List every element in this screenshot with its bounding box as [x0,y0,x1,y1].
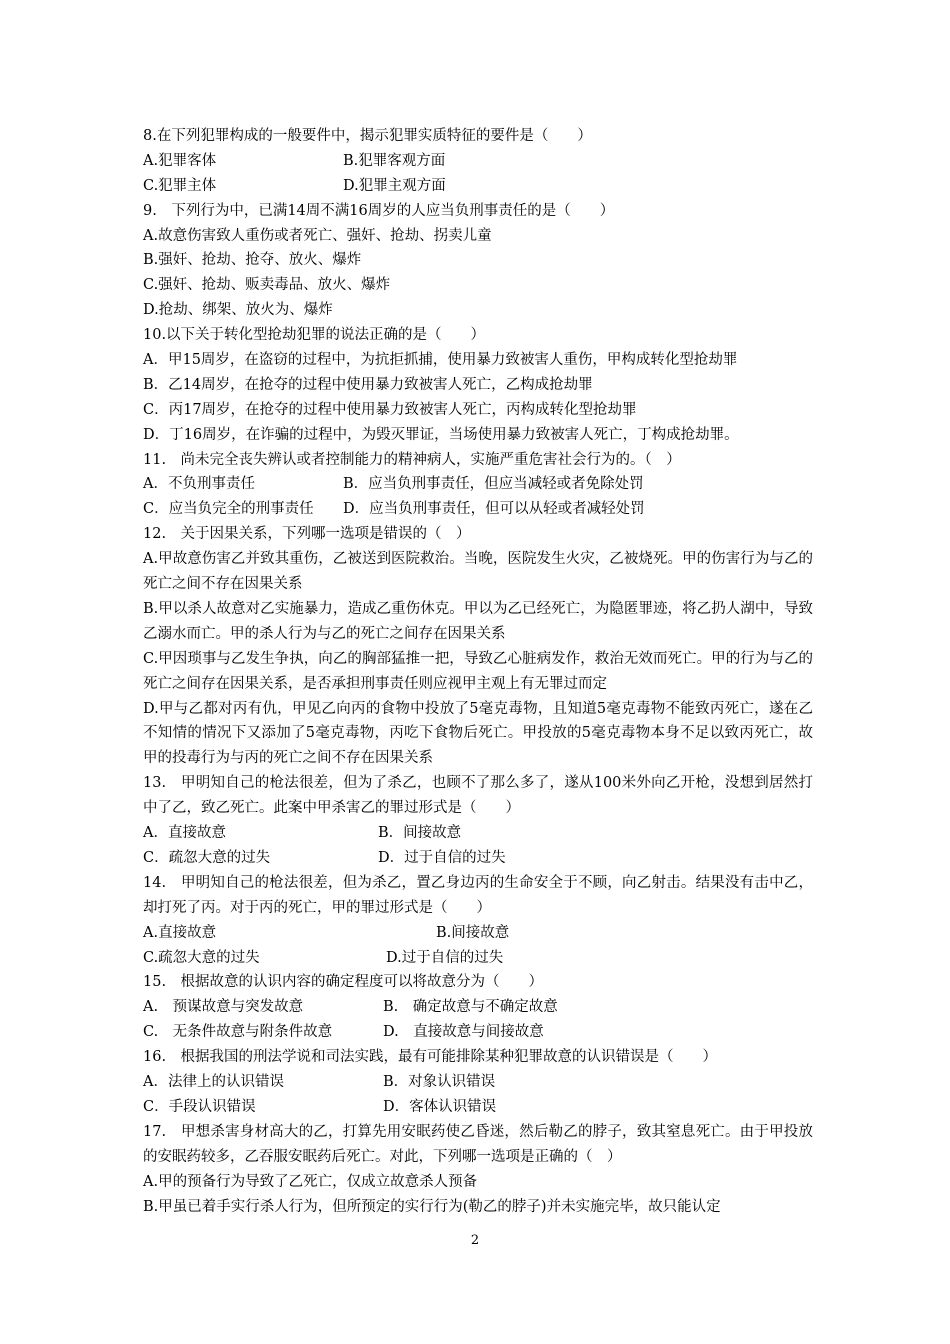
question-13-options-row-2 [143,846,813,871]
question-14-option-a: A.直接故意 [143,924,217,941]
question-13-option-b: B．间接故意 [378,825,462,842]
question-13-option-c: C．疏忽大意的过失 [143,850,271,866]
question-17-option-a: A.甲的预备行为导致了乙死亡，仅成立故意杀人预备 [143,1173,478,1190]
question-15-option-d: D. 直接故意与间接故意 [383,1024,544,1041]
document-body [143,124,813,1219]
question-8-options-row-1 [143,149,813,174]
question-8-stem: 8.在下列犯罪构成的一般要件中，揭示犯罪实质特征的要件是（ ） [143,128,592,144]
question-8-option-b: B.犯罪客观方面 [343,152,446,169]
question-12-option-c: C.甲因琐事与乙发生争执，向乙的胸部猛推一把，导致乙心脏病发作，救治无效而死亡。甲的行为与乙的死亡之间存在因果关系，是否承担刑事责任则应视甲主观上有无罪过而定 [143,650,813,692]
question-15-options-row-1 [143,995,813,1020]
question-11-option-d: D．应当负刑事责任，但可以从轻或者减轻处罚 [343,501,645,518]
question-16-options-row-2 [143,1095,813,1120]
question-15-option-b: B. 确定故意与不确定故意 [383,999,558,1016]
question-13-options-row-1 [143,821,813,846]
question-10-option-a: A．甲15周岁，在盗窃的过程中，为抗拒抓捕，使用暴力致被害人重伤，甲构成转化型抢劫罪 [143,352,738,369]
question-14-option-c: C.疏忽大意的过失 [143,949,260,966]
question-16-option-c: C．手段认识错误 [143,1098,256,1115]
question-12-stem: 12. 关于因果关系，下列哪一选项是错误的（ ） [143,526,471,543]
question-15-stem: 15. 根据故意的认识内容的确定程度可以将故意分为（ ） [143,974,544,991]
question-17-option-b: B.甲虽已着手实行杀人行为，但所预定的实行行为(勒乙的脖子)并未实施完毕，故只能认定 [143,1198,721,1215]
question-16-options-row-1 [143,1070,813,1095]
question-13-option-d: D．过于自信的过失 [378,850,506,866]
question-15-option-a: A. 预谋故意与突发故意 [143,999,304,1016]
question-11-stem: 11. 尚未完全丧失辨认或者控制能力的精神病人，实施严重危害社会行为的。（ ） [143,451,681,468]
question-8-option-d: D.犯罪主观方面 [343,177,446,194]
question-12-option-b: B.甲以杀人故意对乙实施暴力，造成乙重伤休克。甲以为乙已经死亡，为隐匿罪迹，将乙扔人湖中，导致乙溺水而亡。甲的杀人行为与乙的死亡之间存在因果关系 [143,600,813,642]
question-14-options-row-2 [143,946,813,971]
question-17-stem: 17. 甲想杀害身材高大的乙，打算先用安眠药使乙昏迷，然后勒乙的脖子，致其窒息死亡。由于甲投放的安眠药较多，乙吞服安眠药后死亡。对此，下列哪一选项是正确的（ ） [143,1123,813,1165]
question-12-option-d: D.甲与乙都对丙有仇，甲见乙向丙的食物中投放了5毫克毒物，且知道5毫克毒物不能致丙死亡，遂在乙不知情的情况下又添加了5毫克毒物，丙吃下食物后死亡。甲投放的5毫克毒物本身不足以致丙死亡，故甲的投毒行为与丙的死亡之间不存在因果关系 [143,700,813,767]
question-9-option-b: B.强奸、抢劫、抢夺、放火、爆炸 [143,252,362,269]
question-11-option-a: A．不负刑事责任 [143,476,255,493]
question-15-option-c: C. 无条件故意与附条件故意 [143,1024,333,1041]
question-8-options-row-2 [143,174,813,199]
question-11-option-b: B．应当负刑事责任，但应当减轻或者免除处罚 [343,476,644,493]
question-8-option-a: A.犯罪客体 [143,152,217,169]
question-12-option-a: A.甲故意伤害乙并致其重伤，乙被送到医院救治。当晚，医院发生火灾，乙被烧死。甲的伤害行为与乙的死亡之间不存在因果关系 [143,551,813,593]
question-11-options-row-1 [143,472,813,497]
question-9-option-a: A.故意伤害致人重伤或者死亡、强奸、抢劫、拐卖儿童 [143,227,492,244]
question-14-options-row-1 [143,921,813,946]
question-10-option-d: D．丁16周岁，在诈骗的过程中，为毁灭罪证，当场使用暴力致被害人死亡，丁构成抢劫罪。 [143,426,739,443]
question-8-option-c: C.犯罪主体 [143,177,217,194]
question-9-option-c: C.强奸、抢劫、贩卖毒品、放火、爆炸 [143,277,391,294]
question-16-option-d: D．客体认识错误 [383,1098,497,1115]
question-10-stem: 10.以下关于转化型抢劫犯罪的说法正确的是（ ） [143,327,486,344]
question-13-stem: 13. 甲明知自己的枪法很差，但为了杀乙，也顾不了那么多了，遂从100米外向乙开枪，没想到居然打中了乙，致乙死亡。此案中甲杀害乙的罪过形式是（ ） [143,775,813,817]
question-9-stem: 9. 下列行为中，已满14周不满16周岁的人应当负刑事责任的是（ ） [143,202,615,219]
question-14-option-b: B.间接故意 [436,924,510,941]
question-9-option-d: D.抢劫、绑架、放火为、爆炸 [143,302,333,319]
question-11-options-row-2 [143,497,813,522]
question-10-option-b: B．乙14周岁，在抢夺的过程中使用暴力致被害人死亡，乙构成抢劫罪 [143,376,593,393]
question-13-option-a: A．直接故意 [143,825,226,842]
question-16-option-a: A．法律上的认识错误 [143,1074,284,1091]
question-10-option-c: C．丙17周岁，在抢夺的过程中使用暴力致被害人死亡，丙构成转化型抢劫罪 [143,401,637,418]
page-number: 2 [470,1233,480,1248]
question-11-option-c: C．应当负完全的刑事责任 [143,501,314,518]
question-16-option-b: B．对象认识错误 [383,1074,496,1091]
question-14-stem: 14. 甲明知自己的枪法很差，但为杀乙，置乙身边丙的生命安全于不顾，向乙射击。结果没有击中乙，却打死了丙。对于丙的死亡，甲的罪过形式是（ ） [143,874,813,916]
question-16-stem: 16. 根据我国的刑法学说和司法实践，最有可能排除某种犯罪故意的认识错误是（ ） [143,1049,718,1066]
question-14-option-d: D.过于自信的过失 [386,949,504,966]
question-15-options-row-2 [143,1020,813,1045]
